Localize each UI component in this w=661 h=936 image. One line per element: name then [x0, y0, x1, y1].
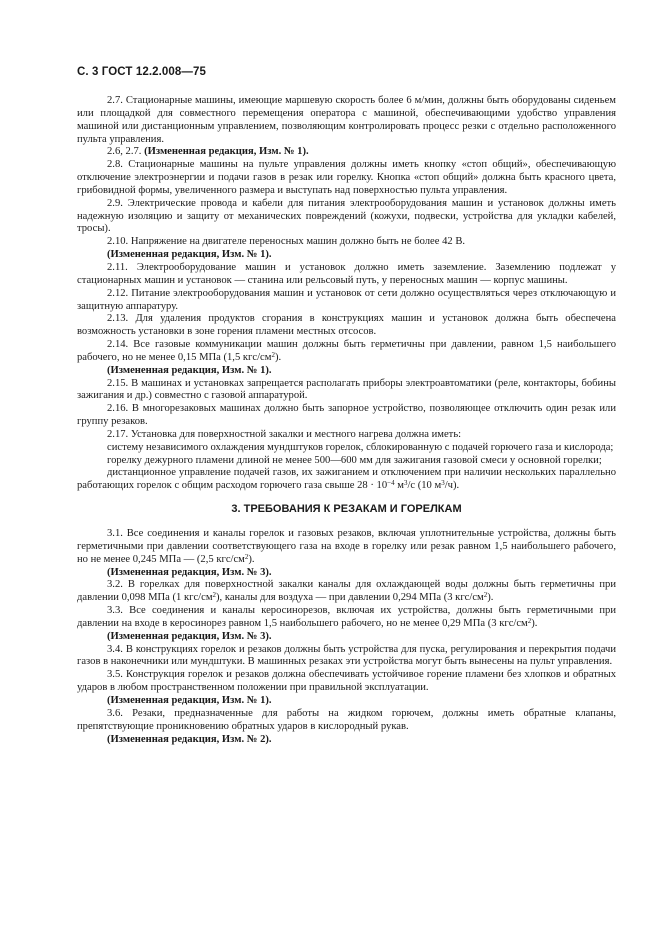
- clause-2-13: 2.13. Для удаления продуктов сгорания в конструкциях машин и установок должна быть обеспечена возможность установки в зоне горения пламени местных отсосов.: [77, 313, 616, 338]
- amendment-note: (Измененная редакция, Изм. № 1).: [107, 249, 272, 261]
- amendment-note: (Измененная редакция, Изм. № 1).: [107, 694, 272, 706]
- clause-2-17-item-3: дистанционное управление подачей газов, их зажиганием и отключением при наличии нескольких параллельно работающих горелок с общим расходом горючего газа свыше $28 \cdot 10^{-4}$ $м^3/с$ (10 $м^3/ч$).: [77, 467, 616, 492]
- clause-3-4: 3.4. В конструкциях горелок и резаков должны быть устройства для пуска, регулирования и перекрытия подачи газов в наконечники или мундштуки. В машинных резаках эти устройства могут быть вынесены на пульт управления.: [77, 643, 616, 668]
- clause-2-16: 2.16. В многорезаковых машинах должно быть запорное устройство, позволяющее отключить один резак или группу резаков.: [77, 403, 616, 428]
- amendment-note: (Измененная редакция, Изм. № 1).: [144, 146, 309, 158]
- page-header: С. 3 ГОСТ 12.2.008—75: [77, 66, 206, 78]
- clause-2-6-2-7-amendment: 2.6, 2.7. (Измененная редакция, Изм. № 1).: [107, 146, 309, 158]
- clause-3-1: 3.1. Все соединения и каналы горелок и газовых резаков, включая уплотнительные устройства, должны быть герметичными при давлении соответствующего газа на входе в горелку или резак равном 1,5 наибольшего рабочего, но не менее 0,245 МПа — (2,5 кгс/$см^2$).: [77, 528, 616, 565]
- section-title: 3. ТРЕБОВАНИЯ К РЕЗАКАМ И ГОРЕЛКАМ: [231, 503, 462, 516]
- clause-2-15: 2.15. В машинах и установках запрещается располагать приборы электроавтоматики (реле, контакторы, бобины зажигания и др.) совместно с газовой аппаратурой.: [77, 377, 616, 402]
- clause-2-7: 2.7. Стационарные машины, имеющие маршевую скорость более 6 м/мин, должны быть оборудованы сиденьем или площадкой для совместного перемещения оператора с машиной, обеспечивающими удобство управления машиной или дистанционным управлением, позволяющим контролировать процесс резки с отдельно расположенного пульта управления.: [77, 95, 616, 145]
- clause-2-17: 2.17. Установка для поверхностной закалки и местного нагрева должна иметь:: [107, 428, 462, 440]
- amendment-note: (Измененная редакция, Изм. № 3).: [107, 630, 272, 642]
- clause-2-17-item-1: систему независимого охлаждения мундштуков горелок, сблокированную с подачей горючего газа и кислорода;: [107, 441, 614, 453]
- clause-2-10: 2.10. Напряжение на двигателе переносных машин должно быть не более 42 В.: [107, 236, 466, 248]
- amendment-note: (Измененная редакция, Изм. № 3).: [107, 566, 272, 578]
- clause-2-14: 2.14. Все газовые коммуникации машин должны быть герметичны при давлении, равном 1,5 наибольшего рабочего, но не менее 0,15 МПа (1,5 кгс/$см^2$).: [77, 339, 616, 363]
- clause-2-12: 2.12. Питание электрооборудования машин и установок от сети должно осуществляться через отключающую и защитную аппаратуру.: [77, 287, 616, 312]
- amendment-note: (Измененная редакция, Изм. № 1).: [107, 364, 272, 376]
- clause-2-11: 2.11. Электрооборудование машин и установок должно иметь заземление. Заземлению подлежат у стационарных машин и установок — станина или рельсовый путь, у переносных машин — корпус машины.: [77, 261, 616, 286]
- document-body: [77, 95, 616, 746]
- clause-2-17-item-2: горелку дежурного пламени длиной не менее 500—600 мм для зажигания газовой смеси у основной горелки;: [107, 454, 602, 466]
- clause-2-9: 2.9. Электрические провода и кабели для питания электрооборудования машин и установок должны иметь надежную изоляцию и защиту от механических повреждений (кожухи, подвески, устройства для укладки кабелей, тросы).: [77, 197, 616, 235]
- clause-2-8: 2.8. Стационарные машины на пульте управления должны иметь кнопку «стоп общий», обеспечивающую отключение электроэнергии и подачи газов в резак или горелку. Кнопка «стоп общий» должна быть красного цвета, грибовидной формы, увеличенного размера и выступать над поверхностью пульта управления.: [77, 159, 616, 196]
- clause-3-3: 3.3. Все соединения и каналы керосинорезов, включая их устройства, должны быть герметичными при давлении на входе в керосинорез равном 1,5 наибольшего рабочего, но не менее 0,29 МПа (3 кгс/$см^2$).: [77, 605, 616, 629]
- clause-3-2: 3.2. В горелках для поверхностной закалки каналы для охлаждающей воды должны быть герметичны при давлении 0,098 МПа (1 кгс/$см^2$), каналы для воздуха — при давлении 0,294 МПа (3 кгс/$см^2$).: [77, 579, 616, 604]
- clause-3-6: 3.6. Резаки, предназначенные для работы на жидком горючем, должны иметь обратные клапаны, препятствующие проникновению обратных ударов в кислородный рукав.: [77, 707, 616, 732]
- clause-3-5: 3.5. Конструкция горелок и резаков должна обеспечивать устойчивое горение пламени без хлопков и обратных ударов в любом пространственном положении при правильной эксплуатации.: [77, 669, 616, 694]
- amendment-note: (Измененная редакция, Изм. № 2).: [107, 733, 272, 745]
